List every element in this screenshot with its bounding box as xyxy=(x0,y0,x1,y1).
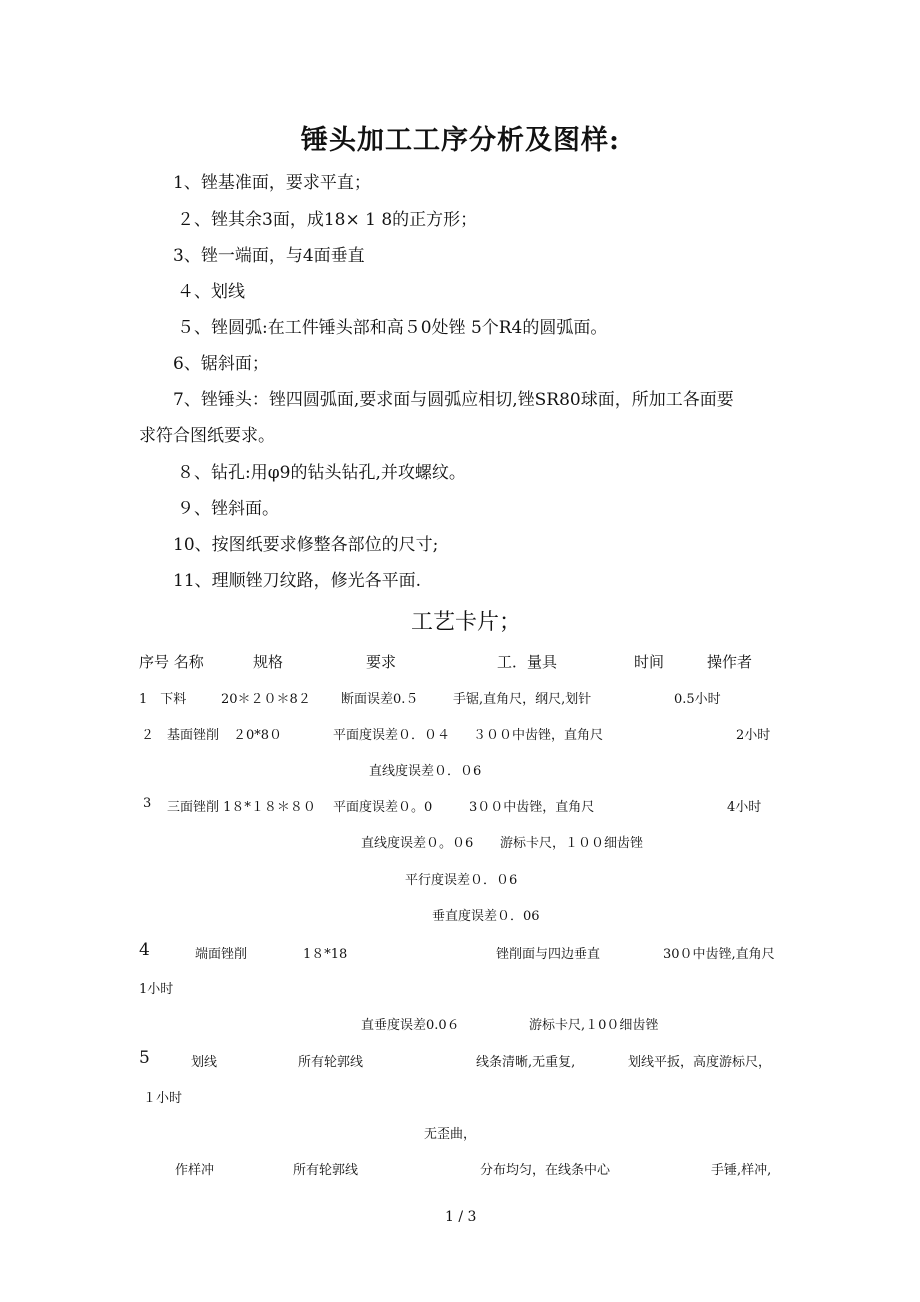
table-cell: 手锯,直角尺，纲尺,划针 xyxy=(453,692,592,707)
table-cell: ３００中齿锉，直角尺 xyxy=(473,728,604,743)
table-cell: 无歪曲， xyxy=(424,1127,477,1142)
process-card-title: 工艺卡片； xyxy=(411,610,522,635)
table-cell: １小时 xyxy=(143,1091,183,1106)
header-cell: 规格 xyxy=(253,653,284,671)
step-item: ９、锉斜面。 xyxy=(177,499,279,519)
step-item: 1、锉基准面，要求平直； xyxy=(173,173,371,193)
table-cell: ２0*8０ xyxy=(233,728,283,743)
table-cell: 所有轮郭线 xyxy=(298,1055,364,1070)
table-cell: 1小时 xyxy=(139,982,174,997)
step-item: 7、锉锤头：锉四圆弧面,要求面与圆弧应相切,锉SR80球面，所加工各面要 xyxy=(173,390,734,410)
table-cell: 垂直度误差０．06 xyxy=(432,909,540,924)
table-cell: 4小时 xyxy=(727,800,762,815)
header-cell: 要求 xyxy=(366,653,397,671)
step-item: ５、锉圆弧:在工件锤头部和高５0处锉 5个R4的圆弧面。 xyxy=(177,318,608,338)
header-cell: 序号 名称 xyxy=(139,653,204,671)
table-cell: 5 xyxy=(139,1048,150,1068)
table-cell: 游标卡尺,１0０细齿锉 xyxy=(529,1018,659,1033)
table-cell: 4 xyxy=(139,940,150,960)
table-cell: 30０中齿锉,直角尺 xyxy=(663,947,775,962)
step-item-continued: 求符合图纸要求。 xyxy=(139,426,275,446)
table-cell: 三面锉削 1８*１８＊８０ xyxy=(167,800,316,815)
table-cell: 直线度误差０。０6 xyxy=(361,836,474,851)
step-item: 6、锯斜面； xyxy=(173,354,269,374)
table-cell: 1８*18 xyxy=(303,947,348,962)
header-cell: 工．量具 xyxy=(497,653,558,671)
table-cell: 3 xyxy=(143,796,152,811)
table-cell: 分布均匀，在线条中心 xyxy=(480,1163,611,1178)
table-cell: 平面度误差０．０４ xyxy=(333,728,451,743)
table-cell: 2小时 xyxy=(736,728,771,743)
step-item: ４、划线 xyxy=(177,282,245,302)
header-cell: 时间 xyxy=(634,653,665,671)
table-cell: 锉削面与四边垂直 xyxy=(496,947,601,962)
table-cell: 线条清晰,无重复, xyxy=(476,1055,576,1070)
table-cell: 平面度误差０。0 xyxy=(333,800,433,815)
table-cell: 20＊２０＊8２ xyxy=(221,692,311,707)
table-cell: 平行度误差０．０6 xyxy=(405,873,518,888)
table-cell: 断面误差0.５ xyxy=(341,692,419,707)
table-cell: 0.5小时 xyxy=(674,692,721,707)
header-cell: 操作者 xyxy=(707,653,753,671)
table-cell: 所有轮郭线 xyxy=(293,1163,359,1178)
page-number: 1 / 3 xyxy=(445,1209,477,1225)
table-cell: ２ 基面锉削 xyxy=(141,728,220,743)
table-cell: 1 下料 xyxy=(139,692,187,707)
step-item: 3、锉一端面，与4面垂直 xyxy=(173,246,365,266)
step-item: ８、钻孔:用φ9的钻头钻孔,并攻螺纹。 xyxy=(177,463,466,483)
table-cell: 手锤,样冲, xyxy=(711,1163,772,1178)
table-cell: 游标卡尺，１００细齿锉 xyxy=(500,836,644,851)
table-cell: 作样冲 xyxy=(175,1163,215,1178)
table-cell: 划线 xyxy=(191,1055,218,1070)
table-cell: 直线度误差０．０6 xyxy=(369,764,482,779)
table-cell: 直垂度误差0.0６ xyxy=(361,1018,460,1033)
step-item: 10、按图纸要求修整各部位的尺寸; xyxy=(173,535,439,555)
table-cell: 划线平扳，高度游标尺， xyxy=(628,1055,772,1070)
table-cell: 3００中齿锉，直角尺 xyxy=(469,800,595,815)
step-item: 11、理顺锉刀纹路，修光各平面. xyxy=(173,571,422,591)
step-item: ２、锉其余3面，成18× 1 8的正方形； xyxy=(177,210,478,230)
table-cell: 端面锉削 xyxy=(195,947,248,962)
document-title: 锤头加工工序分析及图样: xyxy=(301,125,620,156)
